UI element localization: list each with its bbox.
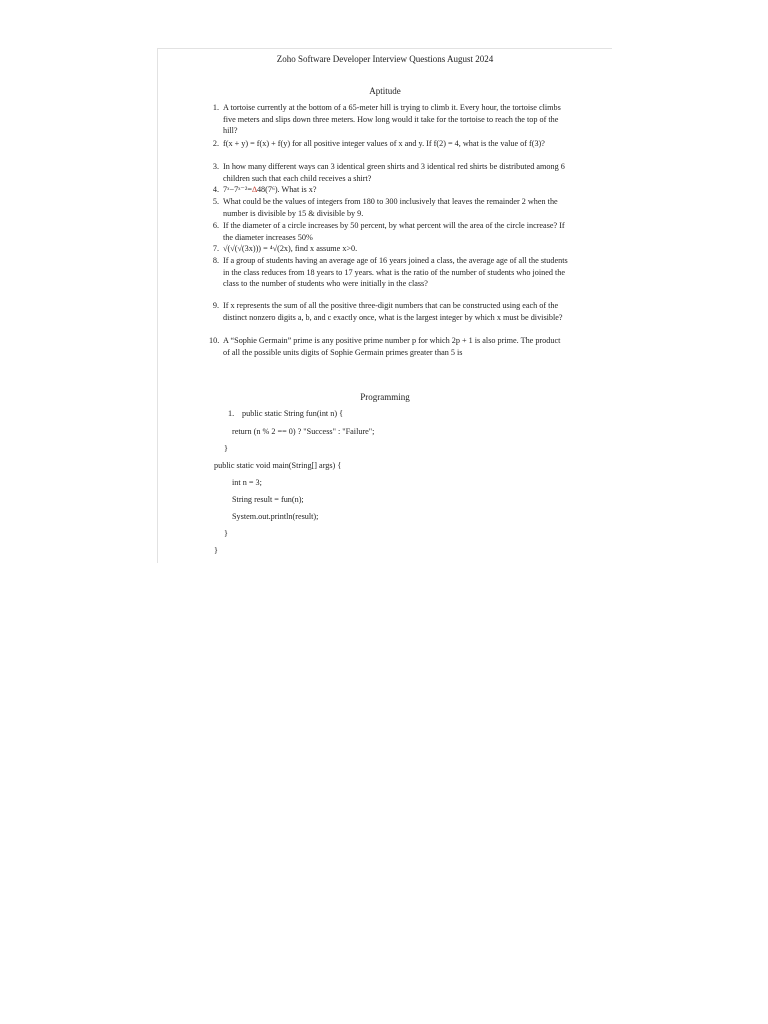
code-line-9: } [214, 546, 218, 555]
question-number: 2. [212, 139, 219, 148]
question-7 [212, 243, 568, 255]
question-number: 5. [212, 197, 219, 206]
code-line-1: public static String fun(int n) { [242, 409, 344, 418]
question-text: √(√(√(3x))) = ⁴√(2x), find x assume x>0. [223, 244, 358, 253]
code-line-2: return (n % 2 == 0) ? "Success" : "Failure"; [232, 427, 375, 436]
document-page [157, 48, 612, 563]
programming-heading: Programming [360, 392, 410, 402]
question-5 [212, 196, 568, 219]
question-number: 9. [212, 301, 219, 310]
question-number: 8. [212, 256, 219, 265]
question-text: f(x + y) = f(x) + f(y) for all positive integer values of x and y. If f(2) = 4, what is the value of f(3)? [223, 139, 545, 148]
question-text: If the diameter of a circle increases by 50 percent, by what percent will the area of the circle increase? If the diameter increases 50% [223, 221, 565, 242]
code-line-4: public static void main(String[] args) { [214, 461, 342, 470]
question-9 [212, 300, 568, 323]
code-line-8: } [224, 529, 228, 538]
question-text: If x represents the sum of all the positive three-digit numbers that can be constructed using each of the distinct nonzero digits a, b, and c exactly once, what is the largest integer by which x must be divisible? [223, 301, 563, 322]
aptitude-heading: Aptitude [369, 86, 401, 96]
question-1 [212, 102, 568, 137]
question-number: 1. [212, 103, 219, 112]
question-4 [212, 184, 568, 196]
question-6 [212, 220, 568, 243]
question-number: 7. [212, 244, 219, 253]
question-text-highlight: ∆ [251, 185, 257, 194]
question-number: 4. [212, 185, 219, 194]
question-text: 7ˣ−7ˣ⁻²= [223, 185, 252, 194]
question-8 [212, 255, 568, 290]
code-number: 1. [228, 409, 235, 418]
code-line-3: } [224, 444, 228, 453]
question-number: 10. [209, 336, 220, 345]
document-title: Zoho Software Developer Interview Questions August 2024 [276, 54, 494, 64]
code-line-7: System.out.println(result); [232, 512, 319, 521]
question-2 [212, 138, 568, 150]
question-10 [209, 335, 568, 358]
question-3 [212, 161, 568, 184]
code-line-6: String result = fun(n); [232, 495, 304, 504]
question-text: A “Sophie Germain” prime is any positive prime number p for which 2p + 1 is also prime. The product of all the possible units digits of Sophie Germain primes greater than 5 is [223, 336, 561, 357]
question-text-tail: 48(7⁶). What is x? [256, 185, 317, 194]
question-text: If a group of students having an average age of 16 years joined a class, the average age of all the students in the class reduces from 18 years to 17 years. what is the ratio of the number of students who joined the class to the number of students who were initially in the class? [223, 256, 568, 289]
question-text: What could be the values of integers from 180 to 300 inclusively that leaves the remainder 2 when the number is divisible by 15 & divisible by 9. [223, 197, 558, 218]
question-text: A tortoise currently at the bottom of a 65-meter hill is trying to climb it. Every hour, the tortoise climbs five meters and slips down three meters. How long would it take for the tortoise to reach the top of the hill? [223, 103, 561, 136]
question-text: In how many different ways can 3 identical green shirts and 3 identical red shirts be distributed among 6 children such that each child receives a shirt? [223, 162, 565, 183]
question-number: 3. [212, 162, 219, 171]
question-number: 6. [212, 221, 219, 230]
code-line-5: int n = 3; [232, 478, 262, 487]
